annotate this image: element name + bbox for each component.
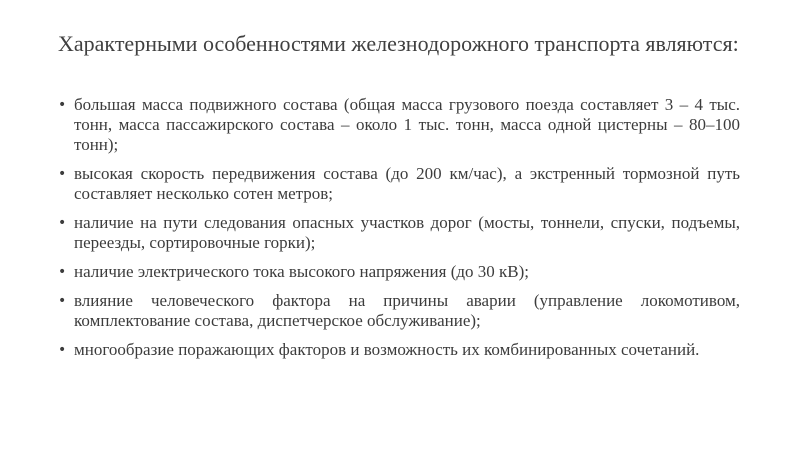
bullet-item [58, 164, 740, 204]
bullet-icon: • [58, 97, 67, 113]
bullet-icon: • [58, 293, 67, 309]
bullet-icon: • [58, 342, 67, 358]
bullet-list [58, 95, 740, 369]
bullet-text: большая масса подвижного состава (общая масса грузового поезда составляет 3 – 4 тыс. тонн, масса пассажирского состава – около 1 тыс. тонн, масса одной цистерны – 80–100 тонн); [74, 95, 740, 154]
bullet-icon: • [58, 215, 67, 231]
slide-title: Характерными особенностями железнодорожного транспорта являются: [58, 31, 739, 56]
bullet-item [58, 340, 740, 360]
bullet-icon: • [58, 264, 67, 280]
bullet-text: влияние человеческого фактора на причины аварии (управление локомотивом, комплектование состава, диспетчерское обслуживание); [74, 291, 740, 330]
bullet-item [58, 213, 740, 253]
bullet-item [58, 291, 740, 331]
bullet-text: высокая скорость передвижения состава (до 200 км/час), а экстренный тормозной путь составляет несколько сотен метров; [74, 164, 740, 203]
bullet-item [58, 95, 740, 155]
bullet-text: наличие на пути следования опасных участков дорог (мосты, тоннели, спуски, подъемы, переезды, сортировочные горки); [74, 213, 740, 252]
bullet-item [58, 262, 740, 282]
bullet-text: многообразие поражающих факторов и возможность их комбинированных сочетаний. [74, 340, 700, 359]
bullet-text: наличие электрического тока высокого напряжения (до 30 кВ); [74, 262, 530, 281]
bullet-icon: • [58, 166, 67, 182]
